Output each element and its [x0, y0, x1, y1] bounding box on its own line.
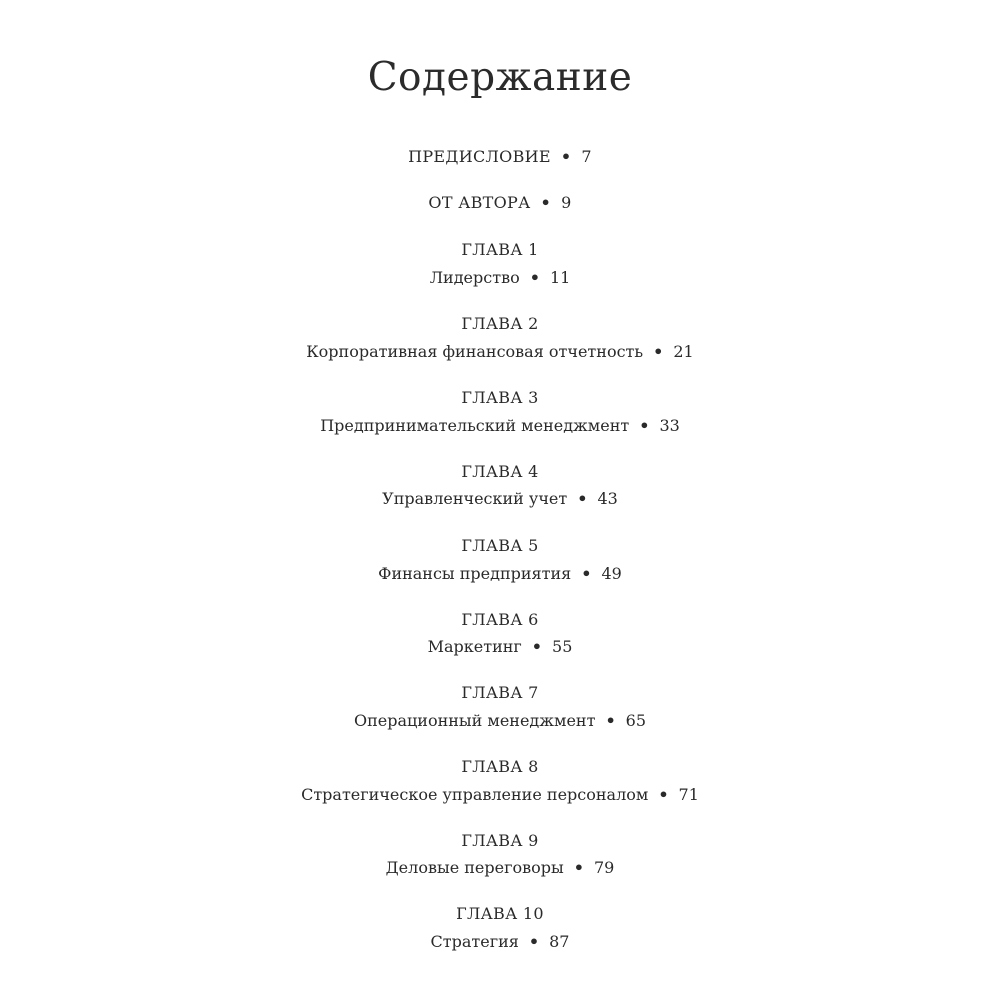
chapter-label: ГЛАВА 10	[456, 904, 544, 923]
toc-entry-chapter-9[interactable]	[0, 858, 1000, 878]
toc-entry-preface[interactable]	[0, 147, 1000, 167]
chapter-label: ГЛАВА 3	[461, 388, 539, 407]
toc-entry-chapter-4[interactable]	[0, 489, 1000, 509]
separator-dot: •	[531, 637, 543, 656]
chapter-title: Предпринимательский менеджмент	[320, 416, 630, 435]
toc-entry-chapter-3[interactable]	[0, 416, 1000, 436]
page-number: 11	[549, 268, 571, 287]
chapter-title: Стратегическое управление персоналом	[301, 785, 649, 804]
page-title: Содержание	[367, 55, 633, 100]
separator-dot: •	[529, 268, 540, 287]
page-number: 87	[549, 932, 570, 951]
chapter-title: Деловые переговоры	[385, 858, 564, 877]
chapter-label: ГЛАВА 2	[461, 314, 539, 333]
separator-dot: •	[653, 342, 664, 361]
separator-dot: •	[540, 193, 552, 212]
chapter-label: ГЛАВА 6	[461, 610, 539, 629]
page-number: 55	[552, 637, 573, 656]
toc-entry-chapter-10[interactable]	[0, 932, 1000, 952]
separator-dot: •	[560, 147, 572, 166]
separator-dot: •	[528, 932, 540, 951]
page-number: 33	[659, 416, 680, 435]
chapter-label: ГЛАВА 8	[461, 757, 539, 776]
page-number: 65	[625, 711, 647, 730]
page-number: 21	[673, 342, 694, 361]
chapter-title: Маркетинг	[427, 637, 522, 656]
toc-entry-chapter-5[interactable]	[0, 564, 1000, 584]
chapter-label: ГЛАВА 5	[461, 536, 539, 555]
toc-entry-chapter-2[interactable]	[0, 342, 1000, 362]
page-number: 43	[597, 489, 618, 508]
page-number: 7	[581, 147, 592, 166]
chapter-label: ГЛАВА 4	[461, 462, 539, 481]
chapter-label: ГЛАВА 1	[461, 240, 539, 259]
chapter-title: Корпоративная финансовая отчетность	[306, 342, 644, 361]
entry-label: ПРЕДИСЛОВИЕ	[408, 147, 551, 166]
chapter-title: Лидерство	[429, 268, 520, 287]
page-number: 9	[561, 193, 572, 212]
page-number: 79	[593, 858, 615, 877]
separator-dot: •	[573, 858, 584, 877]
entry-label: ОТ АВТОРА	[428, 193, 531, 212]
toc-entry-from-author[interactable]	[0, 193, 1000, 213]
chapter-title: Управленческий учет	[382, 489, 568, 508]
separator-dot: •	[581, 564, 592, 583]
toc-entry-chapter-1[interactable]	[0, 268, 1000, 288]
page-number: 49	[601, 564, 622, 583]
separator-dot: •	[658, 785, 669, 804]
toc-entry-chapter-7[interactable]	[0, 711, 1000, 731]
chapter-title: Финансы предприятия	[378, 564, 572, 583]
page-number: 71	[678, 785, 699, 804]
toc-entry-chapter-6[interactable]	[0, 637, 1000, 657]
chapter-title: Операционный менеджмент	[353, 711, 596, 730]
separator-dot: •	[577, 489, 588, 508]
chapter-label: ГЛАВА 7	[461, 683, 539, 702]
toc-entry-chapter-8[interactable]	[0, 785, 1000, 805]
chapter-title: Стратегия	[430, 932, 519, 951]
separator-dot: •	[639, 416, 650, 435]
separator-dot: •	[605, 711, 616, 730]
chapter-label: ГЛАВА 9	[461, 831, 539, 850]
